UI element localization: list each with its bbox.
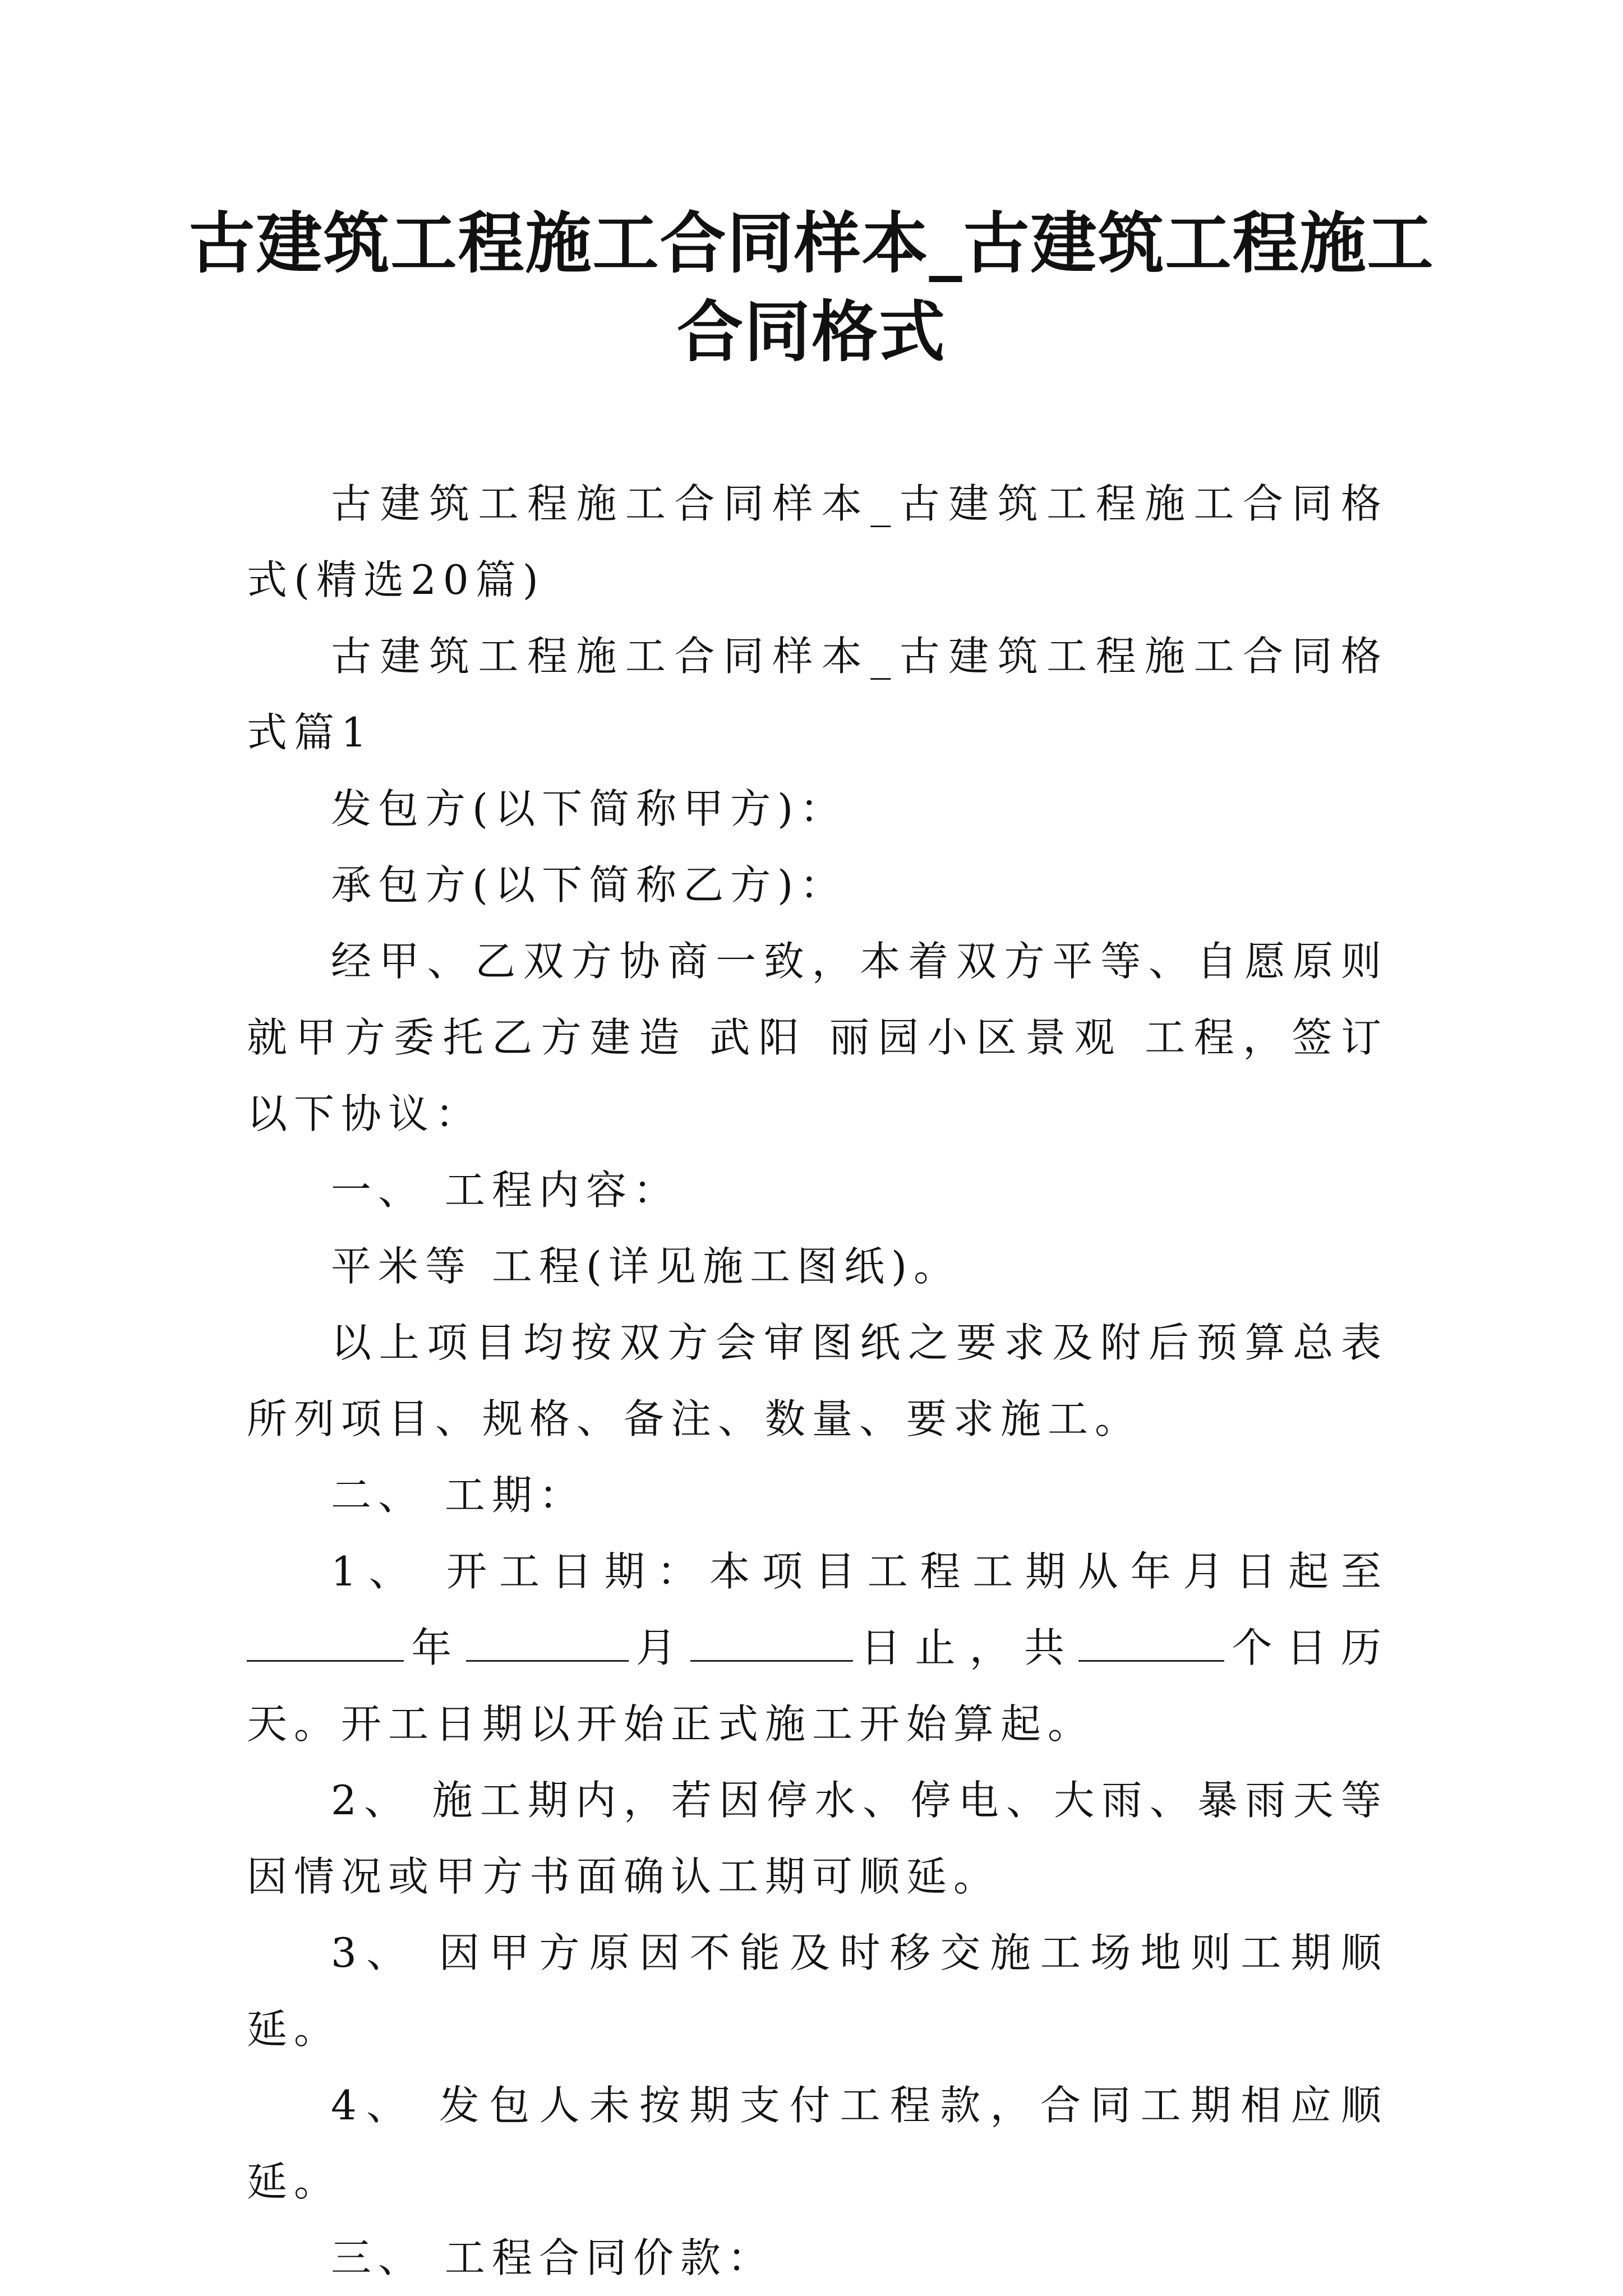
paragraph-extension-site: 3、 因甲方原因不能及时移交施工场地则工期顺延。 bbox=[247, 1929, 1388, 2053]
blank-line bbox=[466, 1626, 629, 1662]
heading-schedule: 二、 工期： bbox=[331, 1472, 586, 1519]
blank-line bbox=[247, 1626, 404, 1662]
paragraph-party-b: 承包方(以下简称乙方)： bbox=[331, 861, 847, 909]
document-title bbox=[168, 199, 1455, 376]
start-date-text-d: 日止，共 bbox=[853, 1624, 1079, 1671]
paragraph-section-title: 古建筑工程施工合同样本_古建筑工程施工合同格式篇1 bbox=[247, 633, 1388, 756]
heading-project-content: 一、 工程内容： bbox=[331, 1167, 680, 1214]
title-line-1: 古建筑工程施工合同样本_古建筑工程施工 bbox=[188, 204, 1435, 282]
paragraph-extension-payment: 4、 发包人未按期支付工程款，合同工期相应顺延。 bbox=[247, 2082, 1388, 2205]
blank-line bbox=[690, 1626, 853, 1662]
title-line-2: 合同格式 bbox=[676, 293, 946, 371]
paragraph-start-date bbox=[247, 1533, 1388, 1762]
paragraph-extension-weather: 2、 施工期内，若因停水、停电、大雨、暴雨天等因情况或甲方书面确认工期可顺延。 bbox=[247, 1777, 1388, 1900]
paragraph-scope: 平米等 工程(详见施工图纸)。 bbox=[331, 1243, 961, 1290]
paragraph-intro: 古建筑工程施工合同样本_古建筑工程施工合同格式(精选20篇) bbox=[247, 480, 1388, 603]
paragraph-requirements: 以上项目均按双方会审图纸之要求及附后预算总表所列项目、规格、备注、数量、要求施工。 bbox=[247, 1319, 1388, 1442]
document-body bbox=[247, 465, 1388, 2296]
heading-contract-price: 三、 工程合同价款： bbox=[331, 2234, 774, 2281]
paragraph-agreement: 经甲、乙双方协商一致，本着双方平等、自愿原则就甲方委托乙方建造 武阳 丽园小区景观 工程，签订以下协议： bbox=[247, 938, 1388, 1137]
paragraph-party-a: 发包方(以下简称甲方)： bbox=[331, 785, 847, 832]
start-date-text-e: 个日历天。开工日期以开始正式施工开始算起。 bbox=[247, 1624, 1388, 1748]
start-date-text-c: 月 bbox=[628, 1624, 690, 1671]
blank-line bbox=[1078, 1626, 1224, 1662]
start-date-text-b: 年 bbox=[404, 1624, 466, 1671]
start-date-text-a: 1、 开工日期：本项目工程工期从年月日起至 bbox=[331, 1548, 1388, 1595]
